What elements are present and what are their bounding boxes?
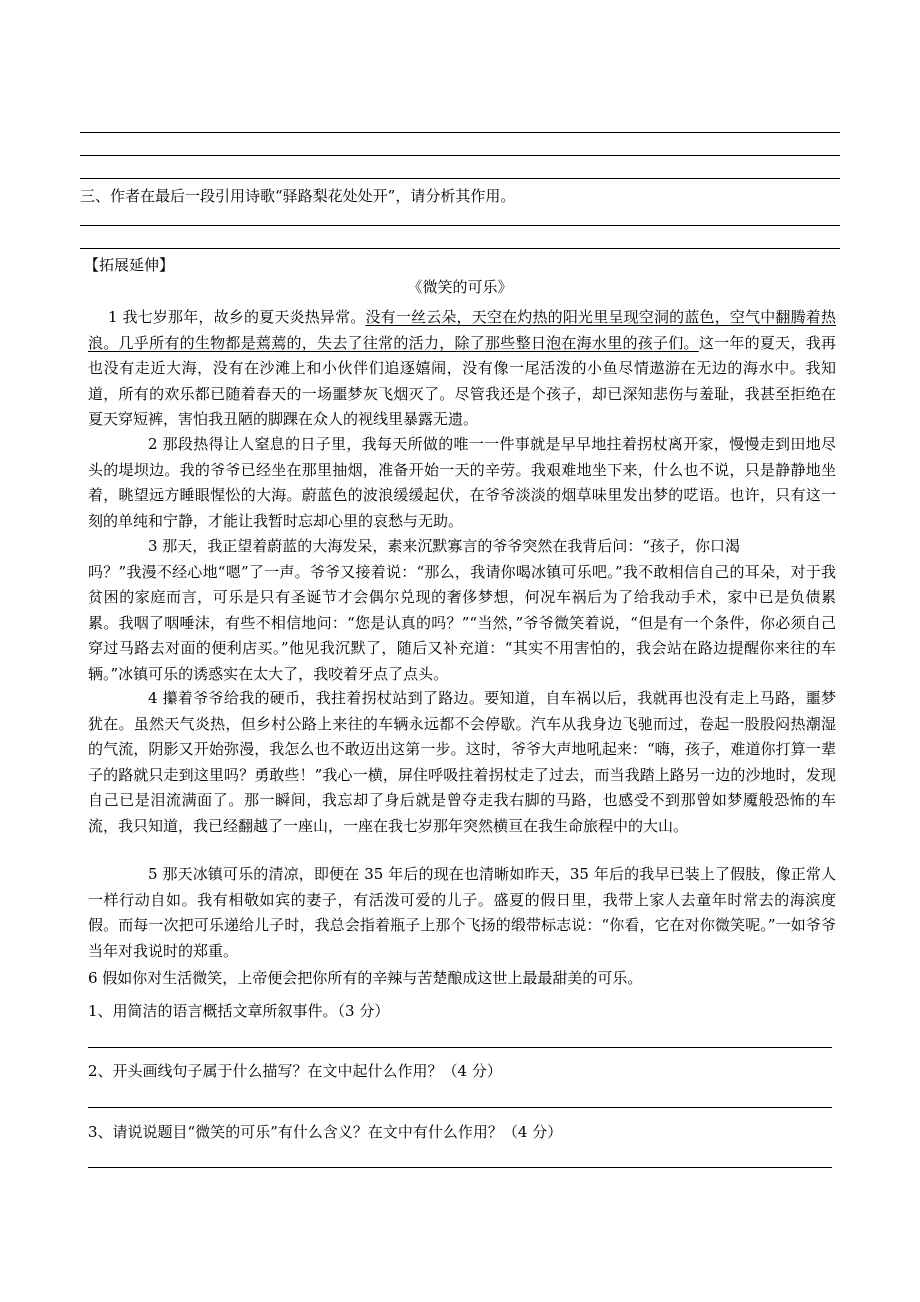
question-3-top: 三、作者在最后一段引用诗歌“驿路梨花处处开”，请分析其作用。 xyxy=(80,187,516,205)
answer-line xyxy=(88,1107,832,1108)
paragraph-4 xyxy=(88,686,836,839)
p2-text: 2 那段热得让人窒息的日子里，我每天所做的唯一一件事就是早早地拄着拐杖离开家，慢慢走到田地尽头的堤坝边。我的爷爷已经坐在那里抽烟，准备开始一天的辛劳。我艰难地坐下来，什么也不说，只是静静地坐着，眺望远方睡眼惺忪的大海。蔚蓝色的波浪缓缓起伏，在爷爷淡淡的烟草味里发出梦的呓语。也许，只有这一刻的单纯和宁静，才能让我暂时忘却心里的哀愁与无助。 xyxy=(88,435,836,530)
answer-line xyxy=(88,1167,832,1168)
paragraph-1 xyxy=(88,305,836,433)
paragraph-6: 6 假如你对生活微笑，上帝便会把你所有的辛辣与苦楚酿成这世上最最甜美的可乐。 xyxy=(88,969,643,987)
p3-rest: 吗？”我漫不经心地“嗯”了一声。爷爷又接着说：“那么，我请你喝冰镇可乐吧。”我不敢相信自己的耳朵，对于我贫困的家庭而言，可乐是只有圣诞节才会偶尔兑现的奢侈梦想，何况车祸后为了给我动手术，家中已是负债累累。我咽了咽唾沫，有些不相信地问：“您是认真的吗？”“当然，”爷爷微笑着说，“但是有一个条件，你必须自己穿过马路去对面的便利店买。”他见我沉默了，随后又补充道：“其实不用害怕的，我会站在路边提醒你来往的车辆。”冰镇可乐的诱惑实在太大了，我咬着牙点了点头。 xyxy=(88,562,836,683)
question-1: 1、用简洁的语言概括文章所叙事件。（3 分） xyxy=(88,1002,390,1020)
p3-first-line: 3 那天，我正望着蔚蓝的大海发呆，素来沉默寡言的爷爷突然在我背后问：“孩子，你口渴 xyxy=(148,537,740,555)
paragraph-3 xyxy=(88,534,836,687)
answer-line xyxy=(80,155,840,156)
answer-line xyxy=(80,178,840,179)
paragraph-2 xyxy=(88,432,836,534)
question-3: 3、请说说题目“微笑的可乐”有什么含义？在文中有什么作用？（4 分） xyxy=(88,1123,563,1141)
p4-text: 4 攥着爷爷给我的硬币，我拄着拐杖站到了路边。要知道，自车祸以后，我就再也没有走上马路，噩梦犹在。虽然天气炎热，但乡村公路上来往的车辆永远都不会停歇。汽车从我身边飞驰而过，卷起一股股闷热潮湿的气流，阴影又开始弥漫，我怎么也不敢迈出这第一步。这时，爷爷大声地吼起来：“嗨，孩子，难道你打算一辈子的路就只走到这里吗？勇敢些！”我心一横，屏住呼吸拄着拐杖走了过去，而当我踏上路另一边的沙地时，发现自己已是泪流满面了。那一瞬间，我忘却了身后就是曾夺走我右脚的马路，也感受不到那曾如梦魇般恐怖的车流，我只知道，我已经翻越了一座山，一座在我七岁那年突然横亘在我生命旅程中的大山。 xyxy=(88,689,836,835)
underlined-sentence: 没有一丝云朵，天空在灼热的阳光里呈现空洞的蓝色，空气中翻腾着热浪。几乎所有的生物都是蔫蔫的，失去了往常的活力，除了那些整日泡在海水里的孩子们。 xyxy=(88,308,836,352)
article-title: 《微笑的可乐》 xyxy=(407,278,513,296)
answer-line xyxy=(80,132,840,133)
p1-start: 1 我七岁那年，故乡的夏天炎热异常。 xyxy=(108,308,366,326)
question-2: 2、开头画线句子属于什么描写？在文中起什么作用？（4 分） xyxy=(88,1062,502,1080)
answer-line xyxy=(80,225,840,226)
section-heading: 【拓展延伸】 xyxy=(84,256,175,274)
answer-line xyxy=(88,1047,832,1048)
p1-rest: 这一年的夏天，我再也没有走近大海，没有在沙滩上和小伙伴们追逐嬉闹，没有像一尾活泼的小鱼尽情遨游在无边的海水中。我知道，所有的欢乐都已随着春天的一场噩梦灰飞烟灭了。尽管我还是个孩子，却已深知悲伤与羞耻，我甚至拒绝在夏天穿短裤，害怕我丑陋的脚踝在众人的视线里暴露无遗。 xyxy=(88,333,836,428)
answer-line xyxy=(80,248,840,249)
paragraph-5 xyxy=(88,862,836,964)
p5-text: 5 那天冰镇可乐的清凉，即便在 35 年后的现在也清晰如昨天，35 年后的我早已装上了假肢，像正常人一样行动自如。我有相敬如宾的妻子，有活泼可爱的儿子。盛夏的假日里，我带上家人去童年时常去的海滨度假。而每一次把可乐递给儿子时，我总会指着瓶子上那个飞扬的缎带标志说：“你看，它在对你微笑呢。”一如爷爷当年对我说时的郑重。 xyxy=(88,865,836,960)
